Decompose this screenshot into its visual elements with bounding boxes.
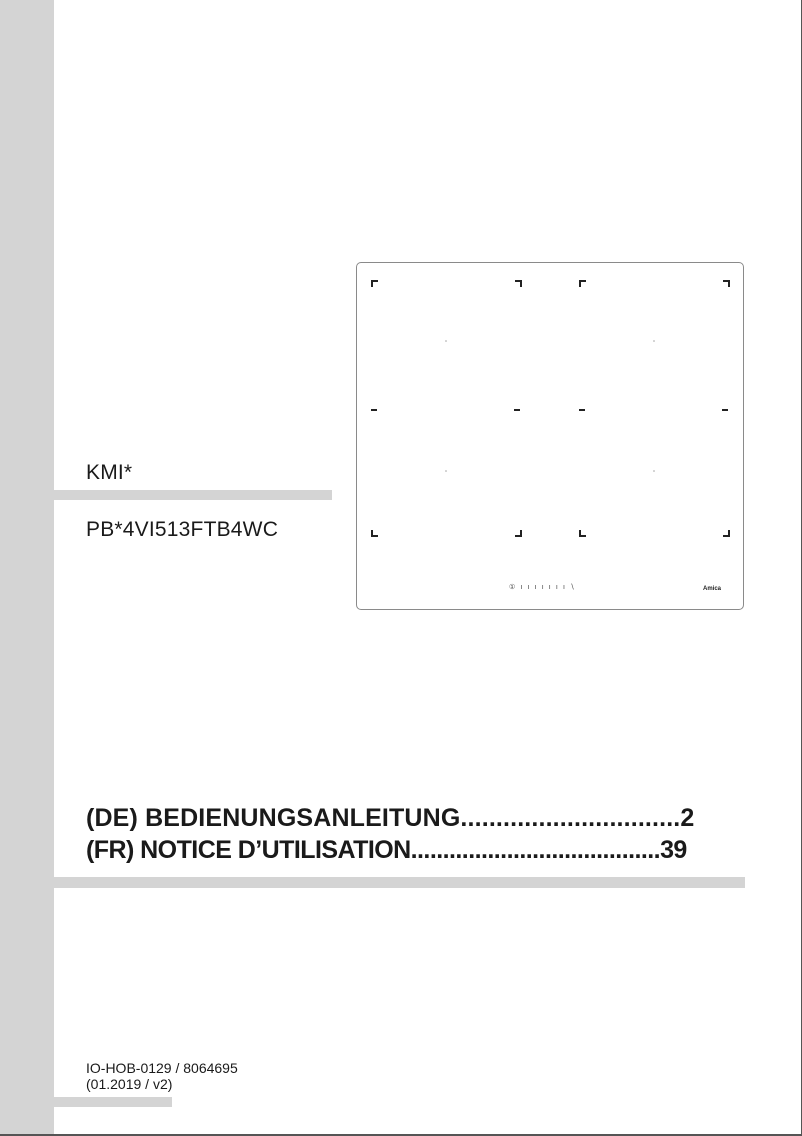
zone-corner-mark — [579, 280, 586, 287]
zone-corner-mark — [579, 530, 586, 537]
zone-corner-mark — [371, 530, 378, 537]
zone-divider-dash — [514, 409, 520, 411]
model-name: KMI* — [86, 461, 133, 484]
zone-corner-mark — [723, 280, 730, 287]
hob-control-strip: ① ı ı ı ı ı ı ı ∖ — [509, 584, 577, 591]
model-code: PB*4VI513FTB4WC — [86, 518, 279, 541]
toc-entry-de: (DE) BEDIENUNGSANLEITUNG...............................2 — [86, 804, 695, 832]
zone-center-marker: ° — [653, 470, 655, 476]
document-version: (01.2019 / v2) — [86, 1076, 173, 1092]
toc-entry-fr: (FR) NOTICE D’UTILISATION.......................................39 — [86, 836, 687, 864]
zone-divider-dash — [371, 409, 377, 411]
zone-center-marker: ° — [445, 340, 447, 346]
zone-center-marker: ° — [445, 470, 447, 476]
zone-corner-mark — [515, 280, 522, 287]
toc-divider-bar — [54, 877, 745, 888]
zone-corner-mark — [723, 530, 730, 537]
zone-divider-dash — [579, 409, 585, 411]
zone-corner-mark — [515, 530, 522, 537]
zone-center-marker: ° — [653, 340, 655, 346]
hob-illustration — [356, 262, 744, 610]
model-divider-bar — [54, 490, 332, 500]
footer-divider-bar — [54, 1097, 172, 1107]
brand-logo: Amica — [703, 586, 722, 592]
left-gray-strip — [0, 0, 54, 1136]
document-id: IO-HOB-0129 / 8064695 — [86, 1060, 238, 1076]
zone-divider-dash — [722, 409, 728, 411]
zone-corner-mark — [371, 280, 378, 287]
